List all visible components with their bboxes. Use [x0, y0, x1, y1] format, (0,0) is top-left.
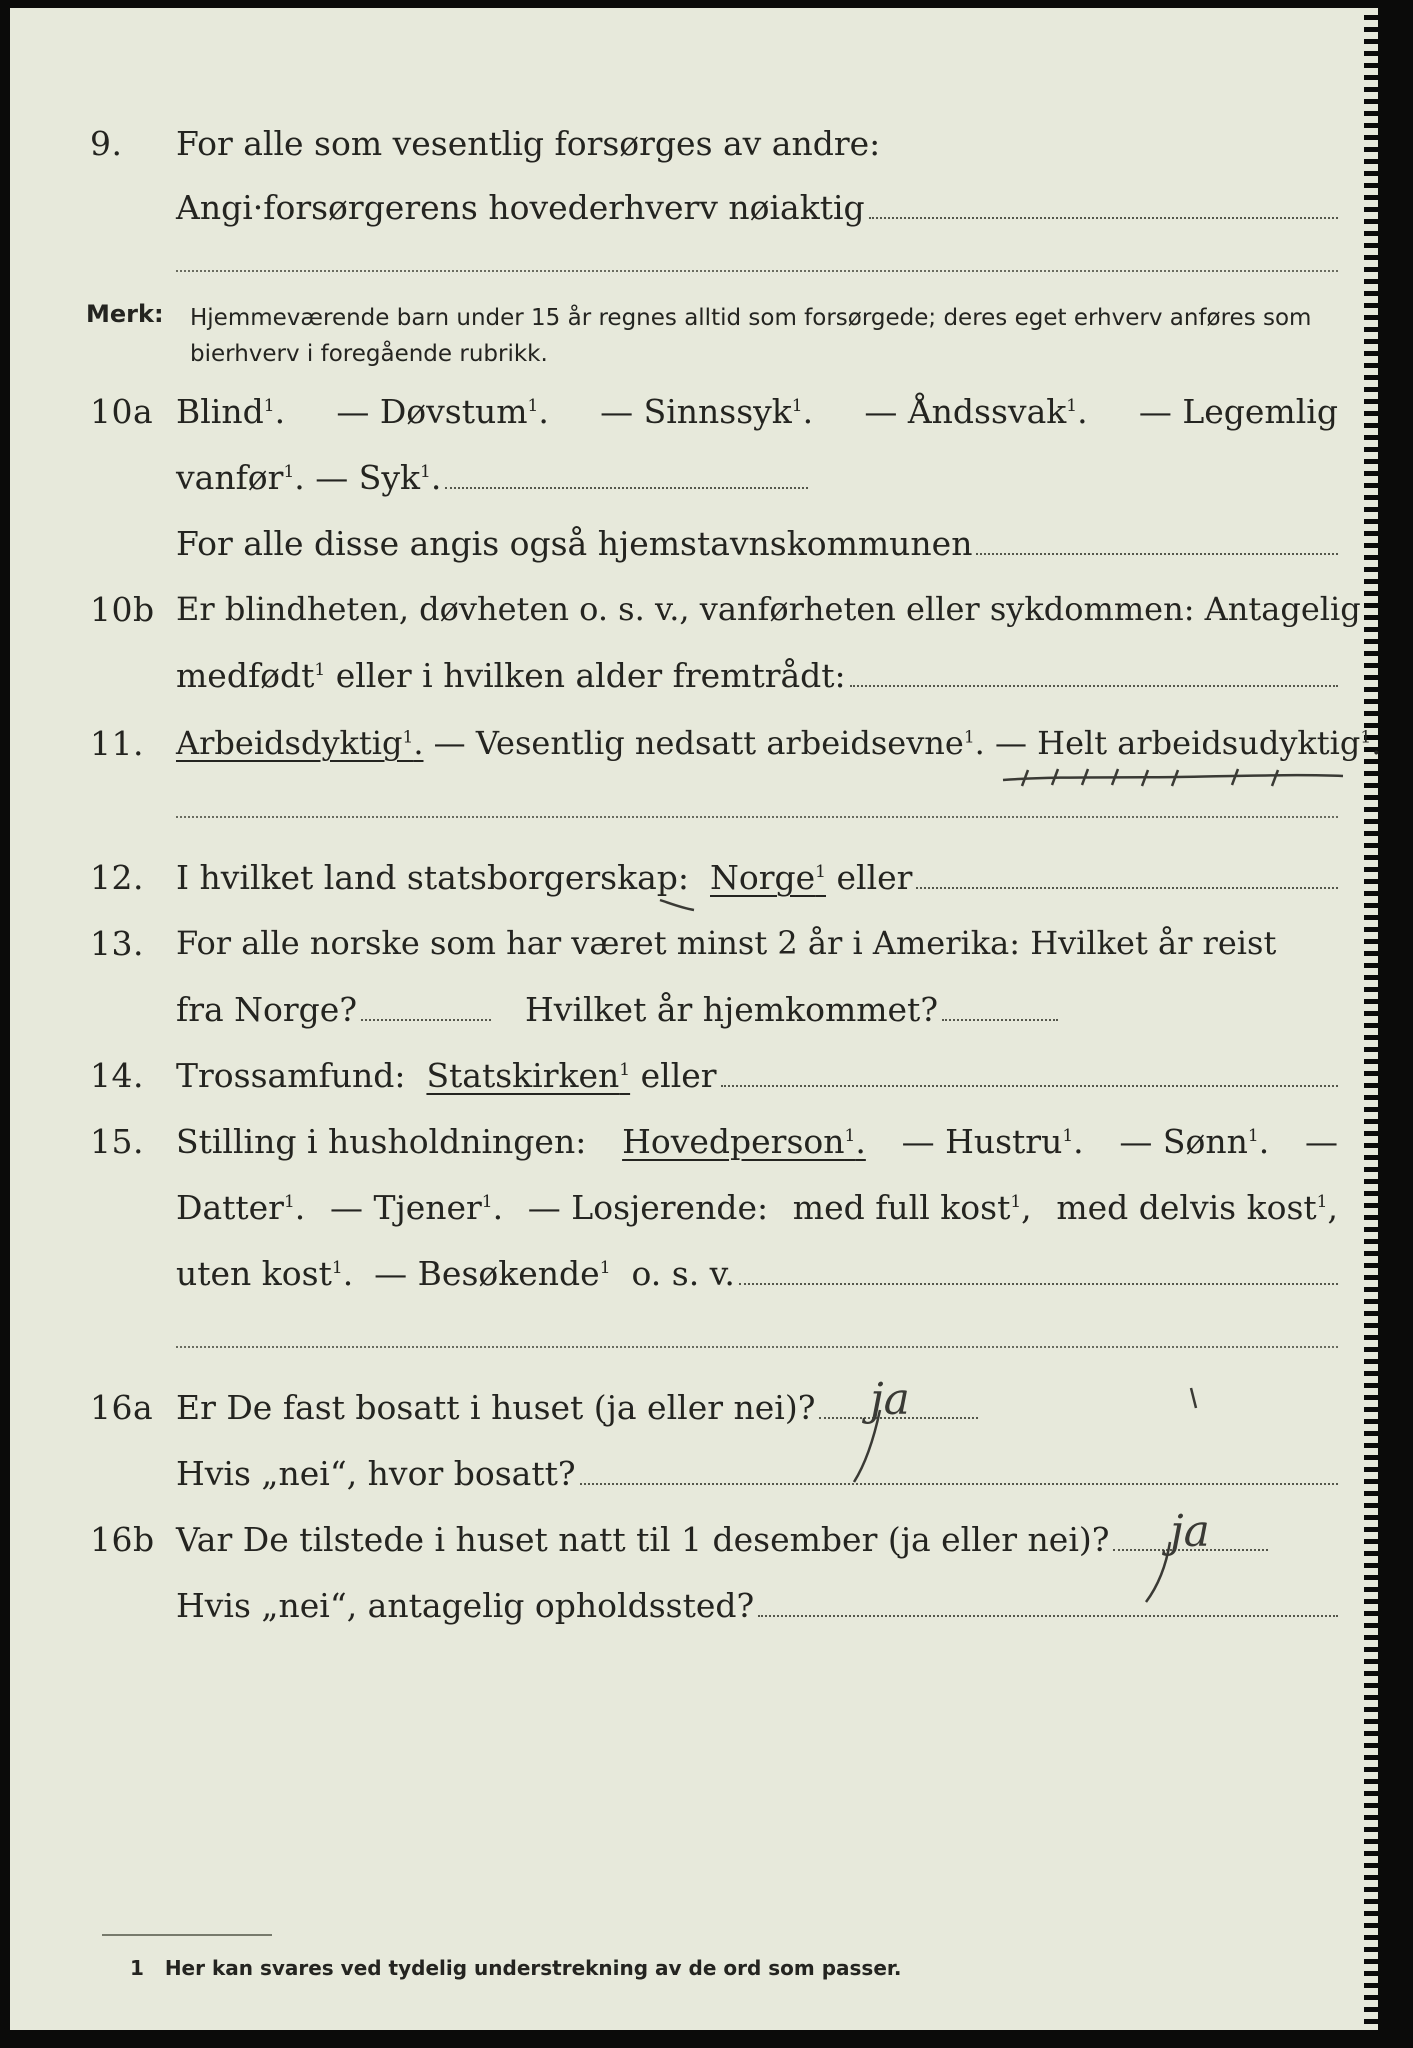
question-9-line-2	[10, 184, 1378, 232]
option-vanfor: vanfør$^1$.	[176, 458, 305, 497]
question-10b	[10, 586, 1378, 634]
question-text: Er De fast bosatt i huset (ja eller nei)?	[176, 1388, 816, 1427]
question-15-line-2	[10, 1184, 1378, 1232]
merk-label: Merk:	[86, 300, 164, 328]
footnote-rule	[102, 1934, 272, 1936]
option-udyktig: — Helt arbeidsudyktig$^1$.	[995, 724, 1382, 762]
question-9	[10, 120, 1378, 168]
option-hustru: — Hustru$^1$.	[901, 1122, 1084, 1161]
option-datter: Datter$^1$.	[176, 1188, 306, 1227]
question-number: 13.	[90, 924, 144, 963]
question-text: Hvilket år hjemkommet?	[525, 990, 939, 1029]
option-norge: Norge$^1$	[710, 858, 826, 897]
option-osv: o. s. v.	[631, 1254, 735, 1293]
question-text: fra Norge?	[176, 990, 358, 1029]
question-text: Var De tilstede i huset natt til 1 desember (ja eller nei)?	[176, 1520, 1110, 1559]
option-sonn: — Sønn$^1$.	[1119, 1122, 1270, 1161]
answer-blank[interactable]	[580, 1481, 1338, 1485]
option-legemlig: — Legemlig	[1138, 392, 1338, 431]
question-text: Hvis „nei“, hvor bosatt?	[176, 1454, 576, 1493]
option-eller: eller	[640, 1056, 717, 1095]
question-14	[10, 1052, 1378, 1100]
option-full-kost: med full kost$^1$,	[792, 1188, 1032, 1227]
answer-rule[interactable]	[176, 816, 1338, 818]
answer-blank[interactable]	[869, 215, 1338, 219]
question-16a	[10, 1384, 1378, 1432]
option-uten-kost: uten kost$^1$.	[176, 1254, 354, 1293]
option-blind: Blind$^1$.	[176, 392, 286, 431]
answer-blank[interactable]	[445, 485, 808, 489]
option-andssvak: — Åndssvak$^1$.	[864, 392, 1088, 431]
option-eller: eller	[836, 858, 913, 897]
question-12	[10, 854, 1378, 902]
option-arbeidsdyktig: Arbeidsdyktig$^1$.	[176, 724, 424, 762]
merk-text: Hjemmeværende barn under 15 år regnes alltid som forsørgede; deres eget erhverv anføres som bierhverv i foregående rubrikk.	[190, 305, 1312, 367]
answer-blank[interactable]	[721, 1083, 1338, 1087]
footnote-mark: 1	[130, 1956, 144, 1980]
handwritten-mark	[1188, 1386, 1200, 1412]
option-hovedperson: Hovedperson$^1$.	[622, 1122, 866, 1161]
answer-rule[interactable]	[176, 270, 1338, 272]
option-besokende: — Besøkende$^1$	[374, 1254, 611, 1293]
question-number: 9.	[90, 124, 123, 163]
question-number: 10a	[90, 392, 154, 431]
answer-blank-reist[interactable]	[361, 1017, 491, 1021]
answer-blank[interactable]	[758, 1613, 1338, 1617]
question-number: 15.	[90, 1122, 144, 1161]
question-10a-line-2	[10, 454, 1378, 502]
question-number: 10b	[90, 590, 155, 629]
answer-blank[interactable]	[916, 885, 1338, 889]
answer-blank[interactable]	[976, 551, 1338, 555]
question-10b-line-2	[10, 652, 1378, 700]
question-15-line-3	[10, 1250, 1378, 1298]
question-text: Hvis „nei“, antagelig opholdssted?	[176, 1586, 755, 1625]
handwritten-strike-mark	[998, 760, 1348, 790]
footnote-text: Her kan svares ved tydelig understrekning av de ord som passer.	[164, 1956, 902, 1980]
question-text: eller i hvilken alder fremtrådt:	[335, 656, 846, 695]
question-15	[10, 1118, 1378, 1166]
option-statskirken: Statskirken$^1$	[426, 1056, 631, 1095]
question-16a-line-2	[10, 1450, 1378, 1498]
handwritten-answer-16a: ja	[870, 1374, 910, 1425]
question-number: 16a	[90, 1388, 154, 1427]
question-text: Er blindheten, døvheten o. s. v., vanførheten eller sykdommen: Antagelig	[176, 590, 1361, 628]
option-losjerende: — Losjerende:	[527, 1188, 769, 1227]
question-number: 16b	[90, 1520, 155, 1559]
question-number: 12.	[90, 858, 144, 897]
question-16b-line-2	[10, 1582, 1378, 1630]
question-text: For alle som vesentlig forsørges av andre:	[176, 124, 881, 163]
question-text: Angi·forsørgerens hovederhverv nøiaktig	[176, 188, 865, 227]
question-text: I hvilket land statsborgerskap:	[176, 858, 690, 897]
question-text: For alle norske som har været minst 2 år i Amerika: Hvilket år reist	[176, 924, 1277, 962]
dash: —	[1304, 1122, 1338, 1161]
option-tjener: — Tjener$^1$.	[329, 1188, 504, 1227]
question-text: Stilling i husholdningen:	[176, 1122, 587, 1161]
option-dovstum: — Døvstum$^1$.	[336, 392, 549, 431]
option-medfodt: medfødt$^1$	[176, 656, 326, 695]
handwritten-tick	[658, 896, 698, 916]
question-number: 14.	[90, 1056, 144, 1095]
question-10a-line-3	[10, 520, 1378, 568]
census-form-page	[10, 8, 1382, 2030]
question-number: 11.	[90, 724, 144, 763]
answer-blank[interactable]	[739, 1281, 1338, 1285]
option-nedsatt: — Vesentlig nedsatt arbeidsevne$^1$.	[433, 724, 985, 762]
question-13-line-2	[10, 986, 1378, 1034]
footnote	[130, 1956, 902, 1980]
question-text: For alle disse angis også hjemstavnskommunen	[176, 524, 973, 563]
option-delvis-kost: med delvis kost$^1$,	[1056, 1188, 1338, 1227]
question-13	[10, 920, 1378, 968]
question-text: Trossamfund:	[176, 1056, 406, 1095]
answer-blank-hjemkommet[interactable]	[942, 1017, 1058, 1021]
answer-blank[interactable]	[850, 683, 1338, 687]
handwritten-answer-16b: ja	[1170, 1506, 1210, 1557]
answer-rule[interactable]	[176, 1346, 1338, 1348]
option-sinnssyk: — Sinnssyk$^1$.	[600, 392, 814, 431]
question-10a	[10, 388, 1378, 436]
option-syk: — Syk$^1$.	[315, 458, 442, 497]
